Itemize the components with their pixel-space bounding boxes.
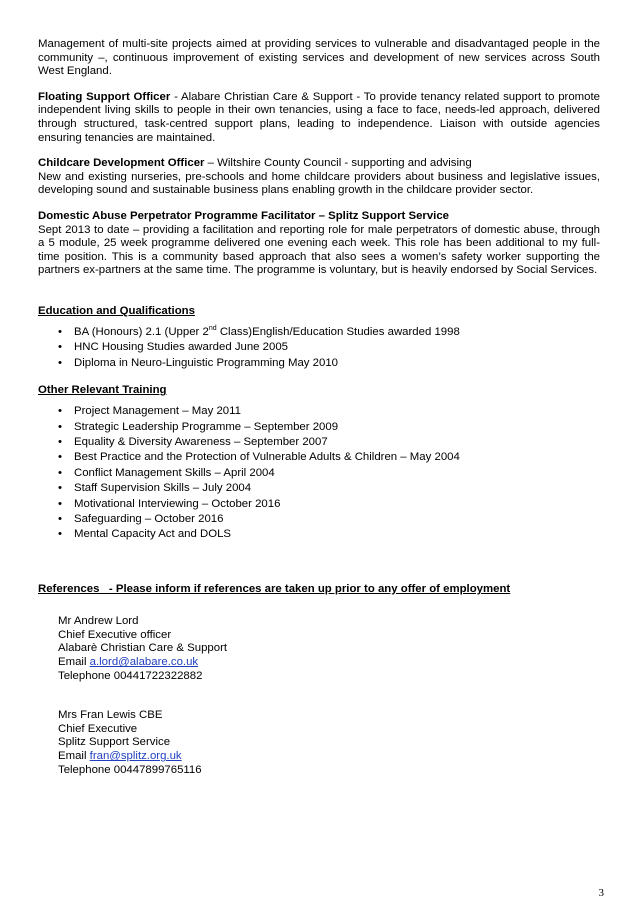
superscript: nd xyxy=(208,324,217,332)
bullet-icon: • xyxy=(58,405,62,418)
resume-page xyxy=(38,38,600,778)
training-item-text: Project Management – May 2011 xyxy=(74,405,241,418)
reference-phone: Telephone 00447899765116 xyxy=(58,763,202,776)
bullet-icon: • xyxy=(58,451,62,464)
reference-org: Alabarè Christian Care & Support xyxy=(58,642,228,655)
floating-support-text: - Alabare Christian Care & Support - To provide tenancy related support to promote independent living skills to people in their own tenancies, using a face to face, needs-led approach, delivered through structured, task-centred support plans, leading to independence. Liaison with outside agencies ensuring tenancies are maintained. xyxy=(38,90,600,144)
training-item-text: Equality & Diversity Awareness – September 2007 xyxy=(74,435,328,448)
bullet-icon: • xyxy=(58,497,62,510)
list-item xyxy=(38,356,600,371)
childcare-intro-text: – Wiltshire County Council - supporting and advising xyxy=(204,157,472,170)
training-item-text: Strategic Leadership Programme – September 2009 xyxy=(74,420,339,433)
bullet-icon: • xyxy=(58,512,62,525)
list-item xyxy=(38,340,600,355)
list-item xyxy=(38,325,600,340)
reference-phone: Telephone 00441722322882 xyxy=(58,669,203,682)
floating-support-paragraph xyxy=(38,91,600,145)
training-list xyxy=(38,404,600,543)
training-item-text: Best Practice and the Protection of Vulnerable Adults & Children – May 2004 xyxy=(74,451,460,464)
reference-role: Chief Executive officer xyxy=(58,628,172,641)
email-link[interactable]: a.lord@alabare.co.uk xyxy=(89,656,199,669)
bullet-icon: • xyxy=(58,482,62,495)
list-item xyxy=(38,497,600,512)
list-item xyxy=(38,466,600,481)
bullet-icon: • xyxy=(58,341,62,354)
list-item xyxy=(38,435,600,450)
childcare-intro xyxy=(38,157,600,171)
reference-name: Mr Andrew Lord xyxy=(58,614,139,627)
childcare-title: Childcare Development Officer xyxy=(38,157,205,170)
training-item-text: Motivational Interviewing – October 2016 xyxy=(74,497,281,510)
list-item xyxy=(38,512,600,527)
education-item-text: BA (Honours) 2.1 (Upper 2 xyxy=(74,325,209,338)
list-item xyxy=(38,404,600,419)
education-item-text: Class)English/Education Studies awarded 1998 xyxy=(216,325,460,338)
reference-2 xyxy=(38,709,600,778)
education-item-text: HNC Housing Studies awarded June 2005 xyxy=(74,341,289,354)
reference-1 xyxy=(38,615,600,684)
reference-role: Chief Executive xyxy=(58,722,138,735)
references-heading: References - Please inform if references are taken up prior to any offer of employment xyxy=(38,582,511,595)
list-item xyxy=(38,420,600,435)
list-item xyxy=(38,481,600,496)
education-item-text: Diploma in Neuro-Linguistic Programming May 2010 xyxy=(74,356,338,369)
bullet-icon: • xyxy=(58,466,62,479)
email-link[interactable]: fran@splitz.org.uk xyxy=(89,750,182,763)
education-list xyxy=(38,325,600,371)
reference-email xyxy=(58,750,600,764)
training-item-text: Safeguarding – October 2016 xyxy=(74,512,224,525)
floating-support-title: Floating Support Officer xyxy=(38,90,171,103)
bullet-icon: • xyxy=(58,325,62,338)
list-item xyxy=(38,527,600,542)
reference-name: Mrs Fran Lewis CBE xyxy=(58,708,163,721)
bullet-icon: • xyxy=(58,420,62,433)
childcare-paragraph: New and existing nurseries, pre-schools and home childcare providers about business and legislative issues, developing sound and sustainable business plans enabling growth in the childcare provider sector. xyxy=(38,170,600,197)
reference-org: Splitz Support Service xyxy=(58,736,171,749)
list-item xyxy=(38,450,600,465)
domestic-abuse-paragraph: Sept 2013 to date – providing a facilitation and reporting role for male perpetrators of domestic abuse, through a 5 module, 25 week programme delivered one evening each week. This role has been additional to my full-time position. This is a community based approach that also sees a women’s safety worker supporting the partners ex-partners at the same time. The programme is voluntary, but is heavily endorsed by Social Services. xyxy=(38,223,600,277)
bullet-icon: • xyxy=(58,528,62,541)
email-label: Email xyxy=(58,656,90,669)
training-item-text: Staff Supervision Skills – July 2004 xyxy=(74,482,252,495)
training-heading: Other Relevant Training xyxy=(38,384,167,397)
training-item-text: Mental Capacity Act and DOLS xyxy=(74,528,232,541)
bullet-icon: • xyxy=(58,356,62,369)
education-heading: Education and Qualifications xyxy=(38,304,195,317)
email-label: Email xyxy=(58,750,90,763)
bullet-icon: • xyxy=(58,435,62,448)
domestic-abuse-title: Domestic Abuse Perpetrator Programme Facilitator – Splitz Support Service xyxy=(38,209,450,222)
page-number: 3 xyxy=(598,887,604,899)
reference-email xyxy=(58,656,600,670)
management-paragraph: Management of multi-site projects aimed at providing services to vulnerable and disadvantaged people in the community –, continuous improvement of existing services and development of new services across South West England. xyxy=(38,38,600,78)
training-item-text: Conflict Management Skills – April 2004 xyxy=(74,466,275,479)
